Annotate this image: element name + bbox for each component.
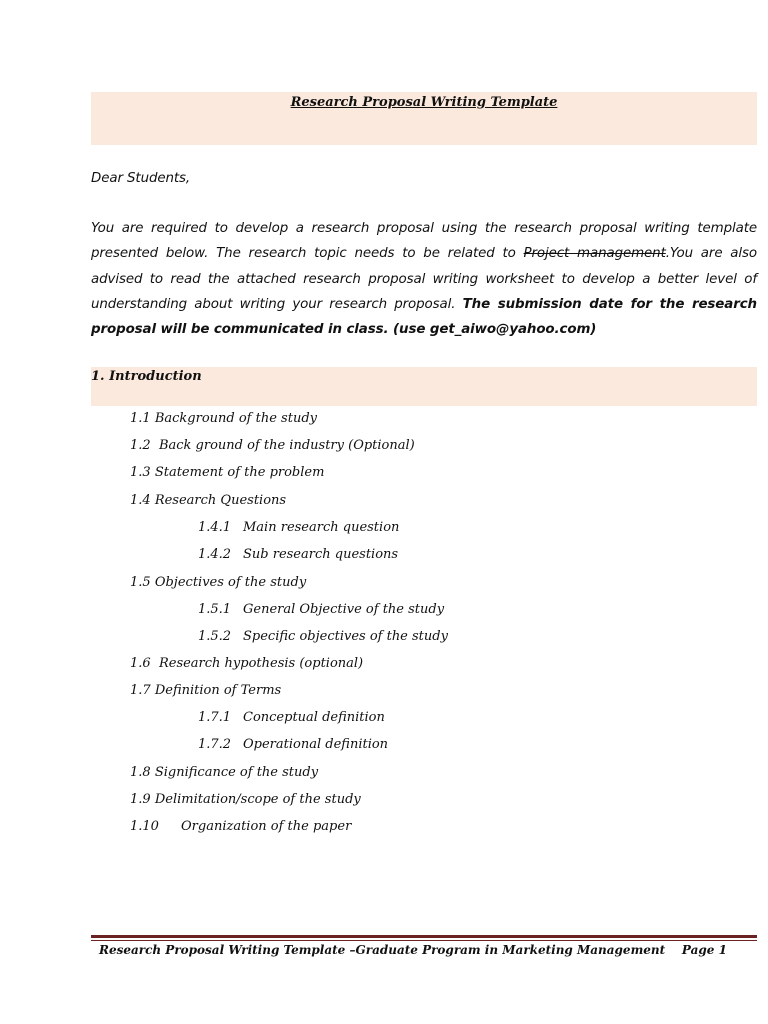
greeting: Dear Students, [91,171,191,186]
toc-num: 1.4.1 [198,520,232,535]
footer-text: Research Proposal Writing Template –Graduate Program in Marketing Management [99,943,666,957]
toc-num: 1.3 [130,465,151,480]
toc-item-1-7 [130,683,281,698]
toc-label: Definition of Terms [154,683,282,698]
toc-item-1-4-1 [198,520,399,535]
footer-rule-thin [91,940,757,941]
toc-num: 1.4 [130,493,151,508]
toc-item-1-5-1 [198,602,444,617]
toc-label: Delimitation/scope of the study [154,792,361,807]
toc-item-1-6 [130,656,363,671]
toc-label: Back ground of the industry (Optional) [154,438,415,453]
toc-num: 1.5.2 [198,629,232,644]
intro-paragraph [91,216,757,342]
toc-label: Significance of the study [154,765,319,780]
toc-item-1-4-2 [198,547,398,562]
toc-label: Research Questions [154,493,287,508]
toc-label: Background of the study [154,411,317,426]
toc-num: 1.4.2 [198,547,232,562]
intro-text-2: .You are also advised to read the attached research proposal writing worksheet to develop a better level of understanding about writing your research proposal. [91,246,757,312]
toc-label: Statement of the problem [154,465,325,480]
toc-label: Specific objectives of the study [243,629,448,644]
page-footer [99,943,727,957]
toc-num: 1.5.1 [198,602,232,617]
toc-item-1-4 [130,493,286,508]
toc-label: Main research question [243,520,400,535]
toc-num: 1.9 [130,792,151,807]
toc-num: 1.5 [130,575,151,590]
toc-num: 1.6 [130,656,151,671]
document-title: Research Proposal Writing Template [290,95,558,110]
toc-item-1-1 [130,411,317,426]
struck-topic: Project management [523,246,666,262]
toc-item-1-2 [130,438,415,453]
toc-label: Operational definition [243,737,389,752]
footer-rule-thick [91,935,757,938]
toc-num: 1.7.1 [198,710,232,725]
toc-label: Research hypothesis (optional) [154,656,364,671]
page-number: Page 1 [681,943,727,957]
toc-item-1-8 [130,765,318,780]
toc-label: Conceptual definition [243,710,385,725]
toc-label: General Objective of the study [243,602,445,617]
toc-item-1-10 [130,819,351,834]
toc-num: 1.7 [130,683,151,698]
toc-label: Organization of the paper [181,819,352,834]
intro-text-1: You are required to develop a research proposal using the research proposal writing template presented below. The research topic needs to be related to [91,221,757,262]
toc-item-1-7-1 [198,710,385,725]
toc-item-1-7-2 [198,737,388,752]
toc-num: 1.1 [130,411,151,426]
toc-item-1-9 [130,792,361,807]
toc-num: 1.7.2 [198,737,232,752]
section-title: 1. Introduction [91,369,202,384]
toc-num: 1.10 [130,819,159,834]
toc-item-1-5-2 [198,629,448,644]
toc-item-1-5 [130,575,306,590]
toc-num: 1.2 [130,438,151,453]
toc-label: Sub research questions [243,547,399,562]
toc-item-1-3 [130,465,324,480]
toc-num: 1.8 [130,765,151,780]
toc-label: Objectives of the study [154,575,307,590]
submission-note: The submission date for the research proposal will be communicated in class. (use get_aiwo@yahoo.com) [91,296,757,338]
